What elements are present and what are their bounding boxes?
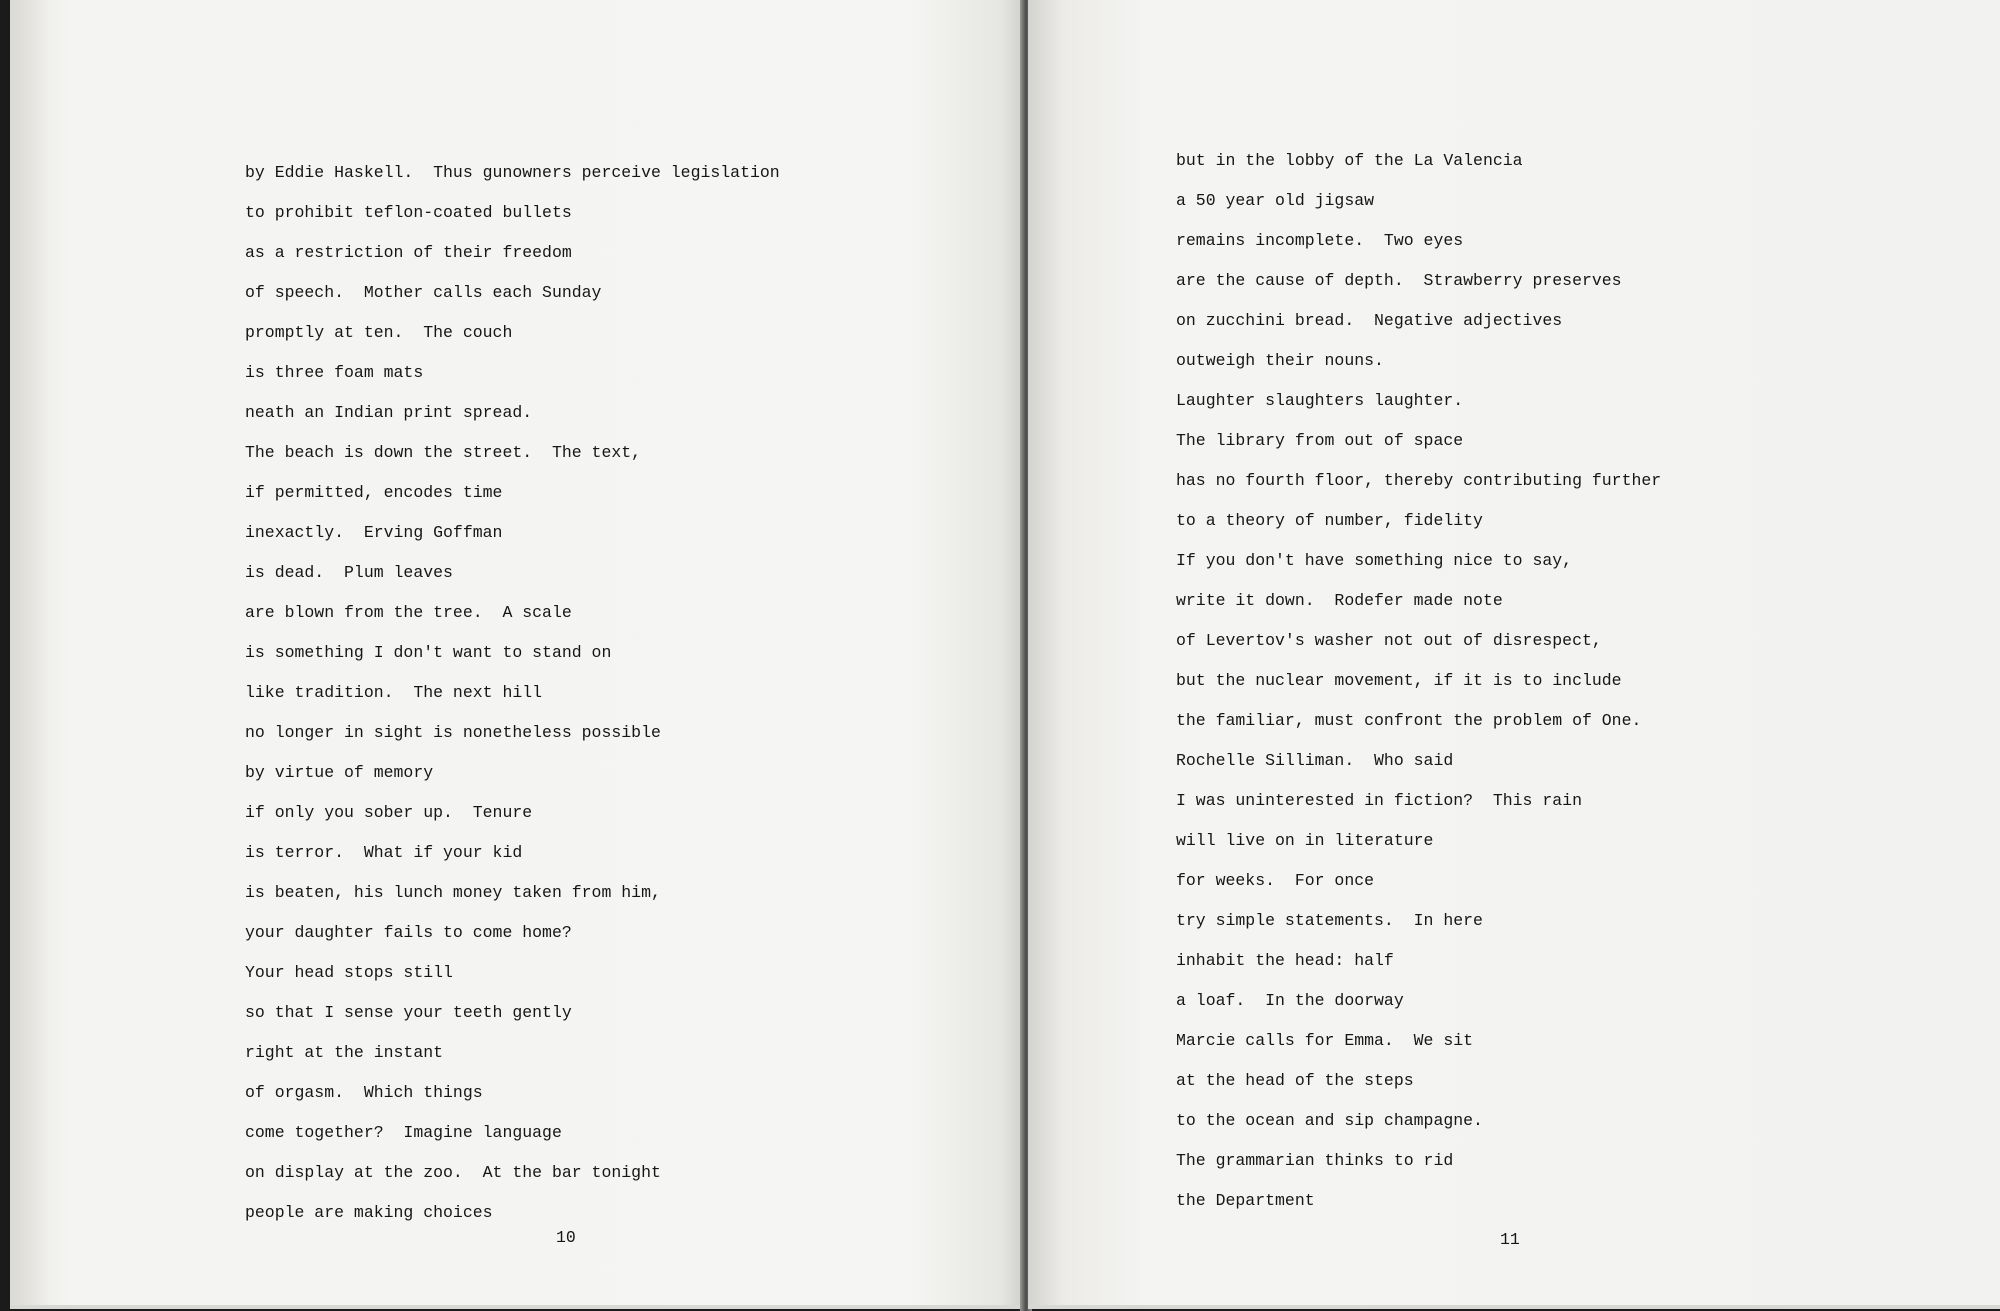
page-number: 11 xyxy=(1500,1230,1520,1249)
text-line: of Levertov's washer not out of disrespect, xyxy=(1176,631,1602,650)
text-line: inhabit the head: half xyxy=(1176,951,1394,970)
text-line: but the nuclear movement, if it is to include xyxy=(1176,671,1622,690)
text-line: people are making choices xyxy=(245,1203,493,1222)
text-line: outweigh their nouns. xyxy=(1176,351,1384,370)
text-line: so that I sense your teeth gently xyxy=(245,1003,572,1022)
text-line: for weeks. For once xyxy=(1176,871,1375,890)
text-line: at the head of the steps xyxy=(1176,1071,1414,1090)
text-line: like tradition. The next hill xyxy=(245,683,543,702)
right-page xyxy=(1028,0,2000,1309)
text-line: inexactly. Erving Goffman xyxy=(245,523,503,542)
text-line: The beach is down the street. The text, xyxy=(245,443,642,462)
text-line: to the ocean and sip champagne. xyxy=(1176,1111,1483,1130)
text-line: on zucchini bread. Negative adjectives xyxy=(1176,311,1563,330)
text-line: but in the lobby of the La Valencia xyxy=(1176,151,1523,170)
text-line: on display at the zoo. At the bar tonight xyxy=(245,1163,661,1182)
text-line: of speech. Mother calls each Sunday xyxy=(245,283,602,302)
text-line: Rochelle Silliman. Who said xyxy=(1176,751,1454,770)
text-line: The library from out of space xyxy=(1176,431,1464,450)
text-line: a loaf. In the doorway xyxy=(1176,991,1404,1010)
text-line: the familiar, must confront the problem of One. xyxy=(1176,711,1642,730)
text-line: Laughter slaughters laughter. xyxy=(1176,391,1464,410)
text-line: promptly at ten. The couch xyxy=(245,323,513,342)
text-line: is beaten, his lunch money taken from him, xyxy=(245,883,661,902)
text-line: Your head stops still xyxy=(245,963,453,982)
text-line: by Eddie Haskell. Thus gunowners perceive legislation xyxy=(245,163,780,182)
text-line: if only you sober up. Tenure xyxy=(245,803,533,822)
left-page xyxy=(10,0,1024,1309)
text-line: no longer in sight is nonetheless possible xyxy=(245,723,661,742)
text-line: remains incomplete. Two eyes xyxy=(1176,231,1464,250)
text-line: Marcie calls for Emma. We sit xyxy=(1176,1031,1474,1050)
text-line: your daughter fails to come home? xyxy=(245,923,572,942)
text-line: to a theory of number, fidelity xyxy=(1176,511,1483,530)
text-line: if permitted, encodes time xyxy=(245,483,503,502)
text-line: by virtue of memory xyxy=(245,763,434,782)
text-line: I was uninterested in fiction? This rain xyxy=(1176,791,1582,810)
text-line: of orgasm. Which things xyxy=(245,1083,483,1102)
text-line: the Department xyxy=(1176,1191,1315,1210)
text-line: will live on in literature xyxy=(1176,831,1434,850)
text-line: come together? Imagine language xyxy=(245,1123,562,1142)
text-line: right at the instant xyxy=(245,1043,444,1062)
text-line: neath an Indian print spread. xyxy=(245,403,533,422)
text-line: are the cause of depth. Strawberry preserves xyxy=(1176,271,1622,290)
text-line: are blown from the tree. A scale xyxy=(245,603,572,622)
text-line: The grammarian thinks to rid xyxy=(1176,1151,1454,1170)
page-number: 10 xyxy=(556,1228,576,1247)
text-line: a 50 year old jigsaw xyxy=(1176,191,1375,210)
right-page-text xyxy=(1176,151,1661,1231)
left-page-text xyxy=(245,163,780,1243)
text-line: write it down. Rodefer made note xyxy=(1176,591,1503,610)
text-line: has no fourth floor, thereby contributing further xyxy=(1176,471,1662,490)
text-line: as a restriction of their freedom xyxy=(245,243,572,262)
text-line: try simple statements. In here xyxy=(1176,911,1483,930)
text-line: to prohibit teflon-coated bullets xyxy=(245,203,572,222)
text-line: is terror. What if your kid xyxy=(245,843,523,862)
text-line: is three foam mats xyxy=(245,363,424,382)
text-line: If you don't have something nice to say, xyxy=(1176,551,1573,570)
text-line: is something I don't want to stand on xyxy=(245,643,612,662)
text-line: is dead. Plum leaves xyxy=(245,563,453,582)
